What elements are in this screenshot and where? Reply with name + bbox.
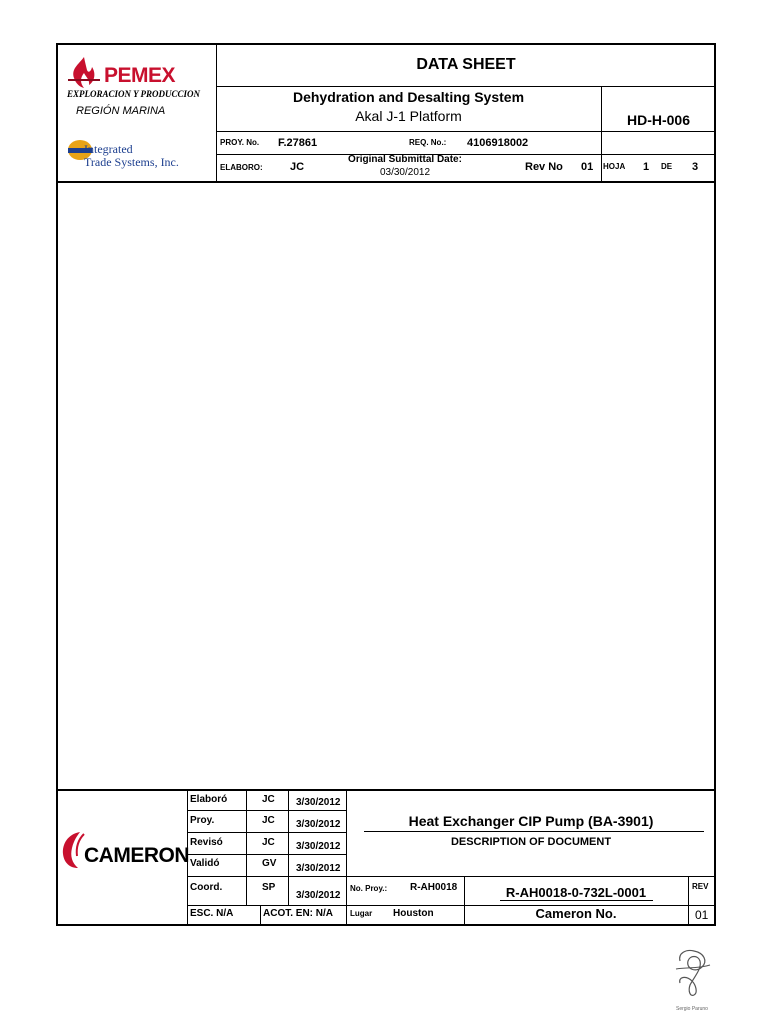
header-subtitle-rule	[216, 131, 716, 132]
sign-label-valido: Validó	[190, 858, 220, 869]
sign-label-coord: Coord.	[190, 882, 223, 893]
lugar-value: Houston	[393, 908, 434, 919]
proy-label: PROY. No.	[220, 138, 260, 147]
page-title: DATA SHEET	[416, 56, 516, 73]
no-proy-label: No. Proy.:	[350, 884, 388, 893]
its-name-line2: Trade Systems, Inc.	[84, 155, 179, 169]
footer-row-rule-4	[187, 876, 346, 877]
system-title: Dehydration and Desalting System	[292, 89, 525, 105]
sign-date-valido: 3/30/2012	[296, 863, 341, 874]
footer-doc-desc: DESCRIPTION OF DOCUMENT	[450, 836, 612, 848]
footer-docnumber-underline	[500, 900, 653, 901]
body-frame	[56, 181, 716, 791]
sign-date-elaboro: 3/30/2012	[296, 797, 341, 808]
req-label: REQ. No.:	[409, 138, 447, 147]
submittal-date: 03/30/2012	[379, 167, 431, 178]
elaboro-value: JC	[290, 161, 305, 173]
rev-label: Rev No	[525, 161, 563, 173]
sign-initials-elaboro: JC	[262, 794, 275, 805]
hoja-value: 1	[643, 161, 650, 173]
footer-rev-divider	[688, 876, 689, 926]
sign-date-reviso: 3/30/2012	[296, 841, 341, 852]
sign-date-coord: 3/30/2012	[296, 890, 341, 901]
rev-value: 01	[581, 161, 594, 173]
sign-initials-proy: JC	[262, 815, 275, 826]
sign-label-proy: Proy.	[190, 815, 215, 826]
footer-rev-value: 01	[695, 908, 709, 922]
sign-date-proy: 3/30/2012	[296, 819, 341, 830]
footer-row-rule-2	[187, 832, 346, 833]
doc-code: HD-H-006	[626, 112, 690, 128]
pemex-region: REGIÓN MARINA	[76, 105, 166, 117]
no-proy-value: R-AH0018	[410, 882, 458, 893]
sign-initials-valido: GV	[262, 858, 277, 869]
footer-title-underline	[364, 831, 704, 832]
lugar-label: Lugar	[350, 909, 373, 918]
submittal-label: Original Submittal Date:	[348, 154, 462, 165]
pemex-subtitle: EXPLORACION Y PRODUCCION	[67, 89, 201, 99]
elaboro-label: ELABORO:	[220, 163, 263, 172]
signature-name: Sergio Paruno	[676, 1006, 708, 1012]
de-label: DE	[661, 162, 673, 171]
acot-value: ACOT. EN: N/A	[263, 908, 333, 919]
sign-label-reviso: Revisó	[190, 837, 223, 848]
esc-value: ESC. N/A	[190, 908, 234, 919]
header-doccode-rule	[601, 154, 716, 155]
header-title-rule	[216, 86, 716, 87]
cameron-logo-text: CAMERON	[84, 844, 189, 867]
footer-acot-divider	[260, 905, 261, 926]
sign-initials-reviso: JC	[262, 837, 275, 848]
doc-number: R-AH0018-0-732L-0001	[505, 885, 647, 900]
footer-info-rule	[346, 876, 716, 877]
proy-value: F.27861	[278, 137, 318, 149]
footer-date-divider	[288, 789, 289, 905]
cameron-no-label: Cameron No.	[535, 906, 617, 921]
its-name-line1: Integrated	[84, 142, 133, 156]
pemex-brand: PEMEX	[104, 64, 176, 87]
footer-row-rule-3	[187, 854, 346, 855]
sign-label-elaboro: Elaboró	[190, 794, 228, 805]
footer-initials-divider	[246, 789, 247, 905]
req-value: 4106918002	[467, 137, 529, 149]
footer-row-rule-1	[187, 810, 346, 811]
sign-initials-coord: SP	[262, 882, 276, 893]
handwritten-signature	[672, 947, 714, 1003]
de-value: 3	[692, 161, 699, 173]
pemex-flame-icon	[66, 56, 102, 90]
hoja-label: HOJA	[603, 162, 626, 171]
footer-rev-label: REV	[692, 882, 709, 891]
platform-title: Akal J-1 Platform	[355, 108, 462, 124]
footer-doc-title: Heat Exchanger CIP Pump (BA-3901)	[408, 813, 654, 829]
header-doccode-divider	[601, 86, 602, 183]
